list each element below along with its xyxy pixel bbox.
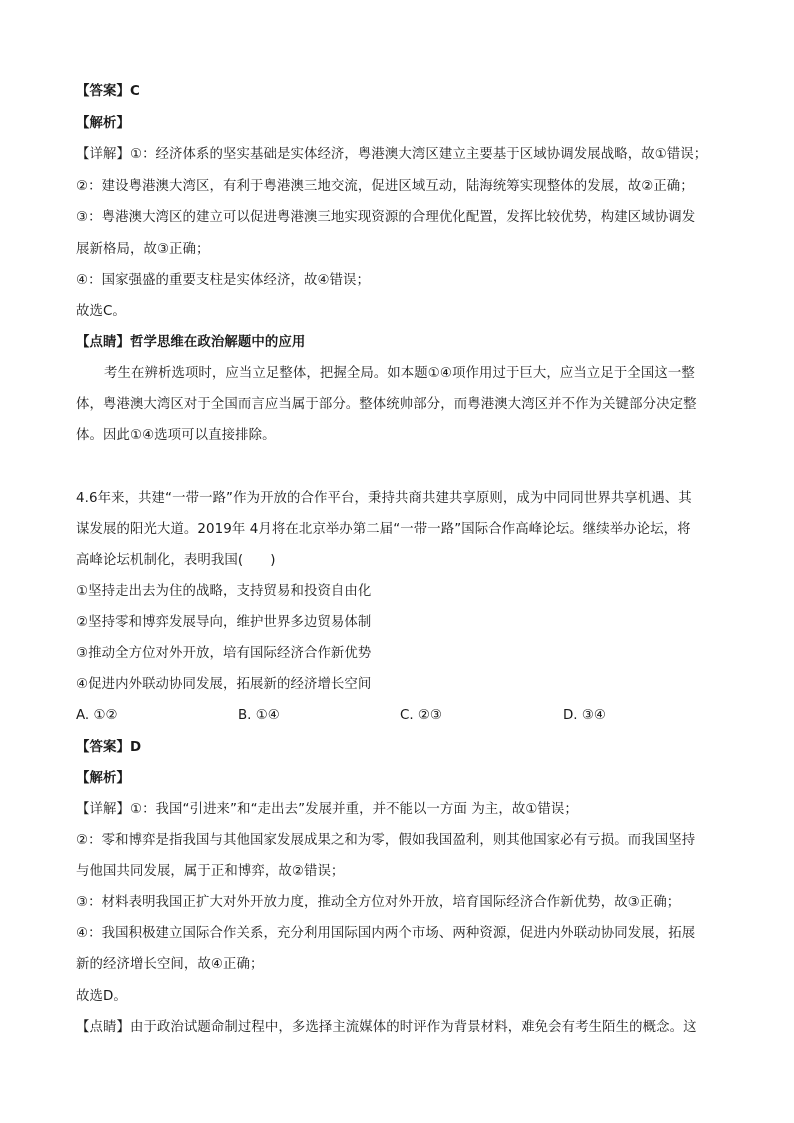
q3-answer: 【答案】C (76, 84, 140, 99)
q3-analysis-heading: 【解析】 (76, 116, 130, 131)
q4-detail-line: 与他国共同发展，属于正和博弈，故②错误； (76, 864, 345, 879)
q4-answer: 【答案】D (76, 740, 142, 755)
q3-tip-line: 考生在辨析选项时，应当立足整体，把握全局。如本题①④项作用过于巨大，应当立足于全国这一整 (104, 366, 695, 381)
q3-detail-line: ②：建设粤港澳大湾区，有利于粤港澳三地交流，促进区域互动，陆海统筹实现整体的发展，故②正确； (76, 179, 694, 194)
q3-detail-line: ③：粤港澳大湾区的建立可以促进粤港澳三地实现资源的合理优化配置，发挥比较优势，构建区域协调发 (76, 210, 696, 225)
q4-detail-line: 【详解】①：我国“引进来”和“走出去”发展并重，并不能以一方面 为主，故①错误； (76, 802, 578, 817)
q3-tip-line: 体，粤港澳大湾区对于全国而言应当属于部分。整体统帅部分，而粤港澳大湾区并不作为关键部分决定整 (76, 397, 697, 412)
q3-tip-heading: 【点睛】哲学思维在政治解题中的应用 (76, 335, 306, 350)
q4-conclusion: 故选D。 (76, 989, 127, 1004)
q4-option-b: B. ①④ (238, 708, 280, 723)
q4-detail-line: ③：材料表明我国正扩大对外开放力度，推动全方位对外开放，培育国际经济合作新优势，故③正确； (76, 895, 681, 910)
q4-detail-line: 新的经济增长空间，故④正确； (76, 957, 264, 972)
q4-option-c: C. ②③ (400, 708, 442, 723)
q4-option-a: A. ①② (76, 708, 118, 723)
q4-stem-line: 谋发展的阳光大道。2019年 4月将在北京举办第二届“一带一路”国际合作高峰论坛。继续举办论坛，将 (76, 522, 691, 537)
q3-tip-line: 体。因此①④选项可以直接排除。 (76, 428, 276, 443)
q4-stem-line: 高峰论坛机制化，表明我国( ) (76, 553, 276, 568)
q3-detail-line: ④：国家强盛的重要支柱是实体经济，故④错误； (76, 273, 371, 288)
q3-conclusion: 故选C。 (76, 304, 126, 319)
q3-detail-line: 展新格局，故③正确； (76, 242, 210, 257)
q4-statement: ③推动全方位对外开放，培有国际经济合作新优势 (76, 646, 372, 661)
q3-detail-line: 【详解】①：经济体系的坚实基础是实体经济，粤港澳大湾区建立主要基于区域协调发展战略，故①错误； (76, 147, 708, 162)
q4-analysis-heading: 【解析】 (76, 771, 130, 786)
q4-tip-line: 【点睛】由于政治试题命制过程中，多选择主流媒体的时评作为背景材料，难免会有考生陌生的概念。这 (76, 1020, 697, 1035)
q4-option-d: D. ③④ (563, 708, 606, 723)
q4-detail-line: ②：零和博弈是指我国与其他国家发展成果之和为零，假如我国盈利，则其他国家必有亏损。而我国坚持 (76, 833, 696, 848)
q4-statement: ②坚持零和博弈发展导向，维护世界多边贸易体制 (76, 615, 372, 630)
q4-statement: ①坚持走出去为住的战略，支持贸易和投资自由化 (76, 584, 372, 599)
q4-statement: ④促进内外联动协同发展，拓展新的经济增长空间 (76, 677, 372, 692)
q4-stem-line: 4.6年来，共建“一带一路”作为开放的合作平台，秉持共商共建共享原则，成为中同同世界共享机遇、其 (76, 491, 692, 506)
q4-detail-line: ④：我国积极建立国际合作关系，充分利用国际国内两个市场、两种资源，促进内外联动协同发展，拓展 (76, 926, 696, 941)
